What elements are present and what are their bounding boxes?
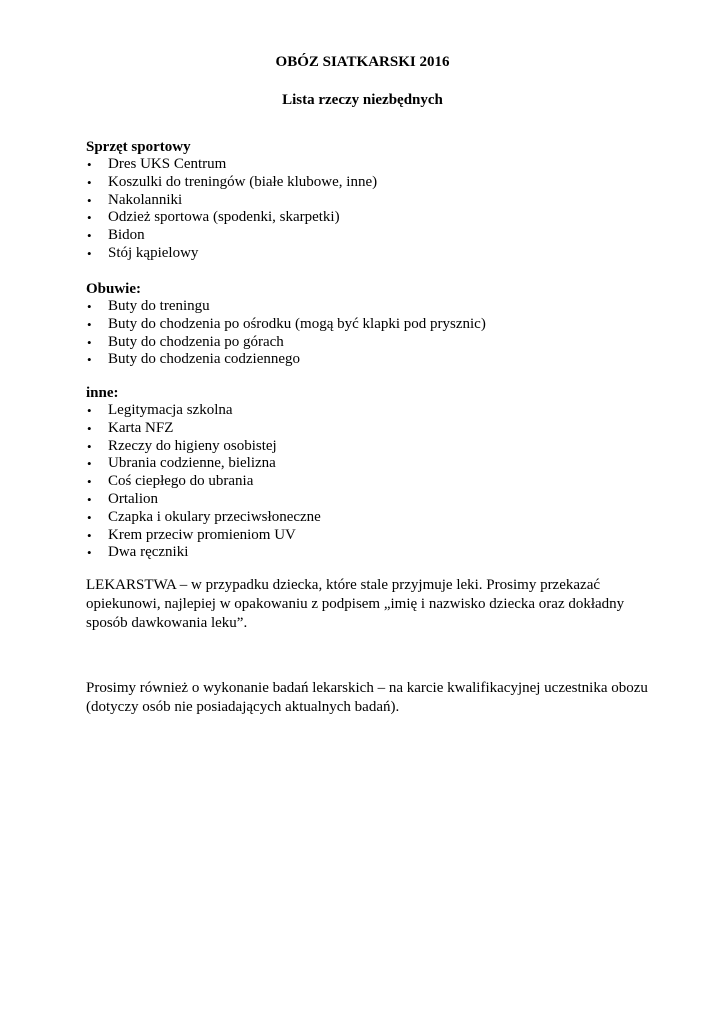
list-item-text: Rzeczy do higieny osobistej (108, 437, 277, 454)
list-item-text: Odzież sportowa (spodenki, skarpetki) (108, 209, 340, 226)
bullet-icon: • (87, 491, 92, 507)
list-item (86, 473, 646, 491)
list-item-text: Czapka i okulary przeciwsłoneczne (108, 508, 321, 525)
list-item-text: Buty do chodzenia codziennego (108, 351, 301, 368)
list-item (86, 227, 646, 245)
bullet-icon: • (87, 245, 92, 261)
document-subtitle: Lista rzeczy niezbędnych (282, 92, 443, 108)
bullet-icon: • (87, 403, 92, 418)
list-item (86, 298, 646, 316)
list-item (86, 491, 646, 509)
list-item (86, 209, 646, 227)
section-heading: Obuwie: (86, 281, 142, 297)
list-item (86, 420, 646, 438)
list-item (86, 544, 646, 562)
bullet-icon: • (87, 157, 92, 172)
section-sports-equipment (86, 138, 646, 263)
bullet-icon: • (87, 352, 92, 368)
list-item-text: Karta NFZ (108, 419, 174, 436)
paragraph-line: LEKARSTWA – w przypadku dziecka, które stale przyjmuje leki. Prosimy przekazać (86, 577, 601, 593)
section-heading: inne: (86, 385, 119, 401)
list-item-text: Krem przeciw promieniom UV (108, 526, 296, 543)
list-item (86, 316, 646, 334)
paragraph-line: sposób dawkowania leku”. (86, 615, 248, 631)
bullet-icon: • (87, 456, 92, 472)
paragraph-line: opiekunowi, najlepiej w opakowaniu z podpisem „imię i nazwisko dziecka oraz dokładny (86, 596, 625, 612)
bullet-icon: • (87, 509, 92, 525)
list-item (86, 509, 646, 527)
equipment-list (86, 156, 646, 263)
list-item-text: Buty do treningu (108, 298, 210, 314)
list-item (86, 402, 646, 420)
list-item-text: Koszulki do treningów (białe klubowe, inne) (108, 173, 378, 190)
list-item-text: Bidon (108, 227, 145, 244)
section-heading: Sprzęt sportowy (86, 139, 191, 155)
list-item-text: Coś ciepłego do ubrania (108, 473, 254, 490)
list-item (86, 192, 646, 210)
list-item (86, 351, 646, 369)
bullet-icon: • (87, 420, 92, 436)
bullet-icon: • (87, 334, 92, 350)
list-item-text: Ubrania codzienne, bielizna (108, 455, 276, 472)
medical-exam-note (86, 679, 646, 717)
list-item-text: Nakolanniki (108, 191, 183, 208)
list-item-text: Buty do chodzenia po górach (108, 333, 284, 350)
list-item-text: Stój kąpielowy (108, 244, 199, 261)
footwear-list (86, 298, 646, 369)
list-item (86, 174, 646, 192)
list-item (86, 438, 646, 456)
list-item (86, 156, 646, 174)
list-item-text: Ortalion (108, 490, 158, 507)
bullet-icon: • (87, 545, 92, 561)
section-other (86, 384, 646, 562)
bullet-icon: • (87, 192, 92, 208)
list-item-text: Dres UKS Centrum (108, 156, 227, 172)
list-item (86, 455, 646, 473)
list-item (86, 245, 646, 263)
bullet-icon: • (87, 210, 92, 226)
list-item-text: Dwa ręczniki (108, 544, 189, 561)
paragraph-line: (dotyczy osób nie posiadających aktualnych badań). (86, 699, 400, 715)
list-item-text: Legitymacja szkolna (108, 402, 233, 418)
bullet-icon: • (87, 174, 92, 190)
bullet-icon: • (87, 316, 92, 332)
bullet-icon: • (87, 299, 92, 314)
paragraph-line: Prosimy również o wykonanie badań lekarskich – na karcie kwalifikacyjnej uczestnika obozu (86, 680, 648, 696)
list-item (86, 334, 646, 352)
bullet-icon: • (87, 228, 92, 244)
document-title: OBÓZ SIATKARSKI 2016 (275, 54, 450, 70)
other-list (86, 402, 646, 562)
bullet-icon: • (87, 527, 92, 543)
list-item (86, 527, 646, 545)
section-footwear (86, 280, 646, 369)
medication-note (86, 576, 646, 633)
bullet-icon: • (87, 438, 92, 454)
list-item-text: Buty do chodzenia po ośrodku (mogą być klapki pod prysznic) (108, 315, 486, 332)
bullet-icon: • (87, 474, 92, 490)
